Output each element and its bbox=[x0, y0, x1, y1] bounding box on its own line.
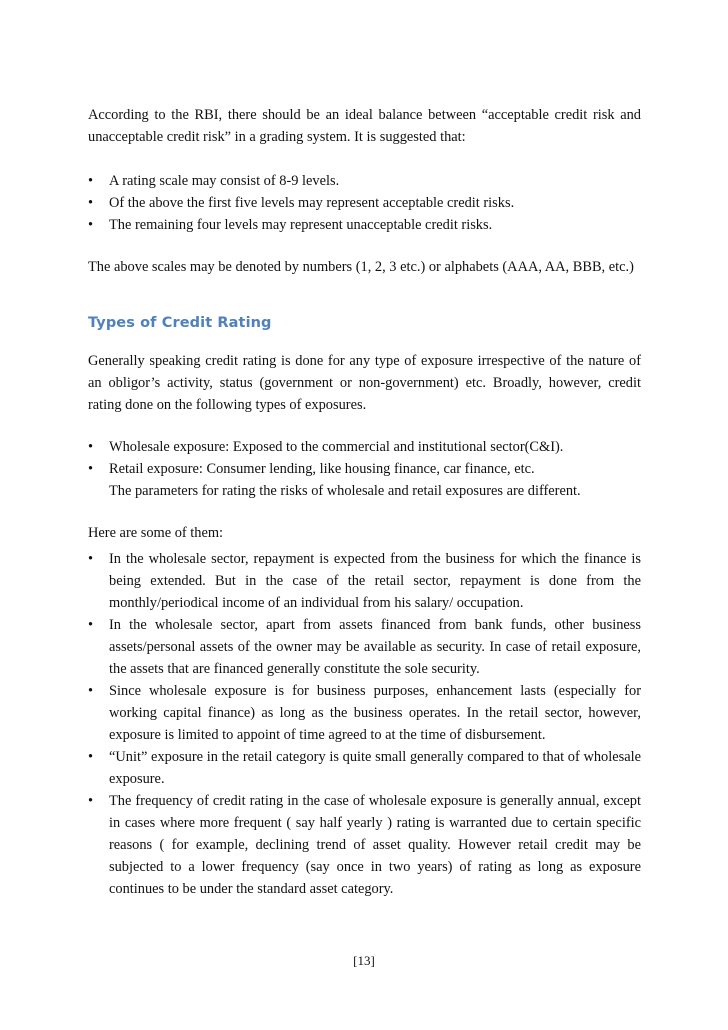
bullet-icon: • bbox=[88, 749, 94, 765]
list-item-text: The remaining four levels may represent unacceptable credit risks. bbox=[109, 217, 493, 233]
bullet-icon: • bbox=[88, 461, 94, 477]
bullet-icon: • bbox=[88, 195, 94, 211]
page-content bbox=[88, 104, 641, 900]
list-item bbox=[88, 680, 641, 746]
list-item-text: Of the above the first five levels may represent acceptable credit risks. bbox=[109, 195, 515, 211]
bullet-icon: • bbox=[88, 217, 94, 233]
bullet-icon: • bbox=[88, 793, 94, 809]
bullet-icon: • bbox=[88, 551, 94, 567]
bullet-icon: • bbox=[88, 683, 94, 699]
list-item bbox=[88, 548, 641, 614]
list-item bbox=[88, 614, 641, 680]
list-item bbox=[88, 192, 641, 214]
list-item bbox=[88, 436, 641, 458]
list-item-text: Wholesale exposure: Exposed to the commercial and institutional sector(C&I). bbox=[109, 439, 564, 455]
list-item bbox=[88, 170, 641, 192]
section-heading: Types of Credit Rating bbox=[88, 315, 272, 331]
bullet-icon: • bbox=[88, 439, 94, 455]
list-item-text: The frequency of credit rating in the case of wholesale exposure is generally annual, except in cases where more frequent ( say half yearly ) rating is warranted due to certain specific reasons ( for example, declining trend of asset quality. However retail credit may be subjected to a lower frequency (say once in two years) of rating as long as exposure continues to be under the standard asset category. bbox=[109, 793, 641, 897]
list-item-text: In the wholesale sector, apart from assets financed from bank funds, other business assets/personal assets of the owner may be available as security. In case of retail exposure, the assets that are financed generally constitute the sole security. bbox=[109, 617, 641, 677]
list-item bbox=[88, 458, 641, 480]
list-item-text: Retail exposure: Consumer lending, like housing finance, car finance, etc. bbox=[109, 461, 535, 477]
bullet-icon: • bbox=[88, 617, 94, 633]
scales-note-paragraph: The above scales may be denoted by numbers (1, 2, 3 etc.) or alphabets (AAA, AA, BBB, etc.) bbox=[88, 259, 634, 275]
bullet-icon: • bbox=[88, 173, 94, 189]
list-item-text: Since wholesale exposure is for business purposes, enhancement lasts (especially for working capital finance) as long as the business operates. In the retail sector, however, exposure is limited to appoint of time agreed to at the time of disbursement. bbox=[109, 683, 641, 743]
list-item-text: “Unit” exposure in the retail category is quite small generally compared to that of wholesale exposure. bbox=[109, 749, 641, 787]
list-item bbox=[88, 790, 641, 900]
difference-bullet-list bbox=[88, 548, 641, 900]
list-item-text: A rating scale may consist of 8-9 levels. bbox=[109, 173, 340, 189]
type-bullet-list bbox=[88, 436, 641, 480]
types-intro-paragraph: Generally speaking credit rating is done for any type of exposure irrespective of the nature of an obligor’s activity, status (government or non-government) etc. Broadly, however, credit rating done on the following types of exposures. bbox=[88, 353, 641, 413]
type-continuation-text: The parameters for rating the risks of wholesale and retail exposures are different. bbox=[109, 483, 581, 499]
page-number: [13] bbox=[353, 953, 375, 968]
list-item-text: In the wholesale sector, repayment is expected from the business for which the finance is being extended. But in the case of the retail sector, repayment is done from the monthly/periodical income of an individual from his salary/ occupation. bbox=[109, 551, 641, 611]
list-item bbox=[88, 746, 641, 790]
some-of-them-label: Here are some of them: bbox=[88, 525, 224, 541]
list-item bbox=[88, 214, 641, 236]
intro-paragraph: According to the RBI, there should be an ideal balance between “acceptable credit risk and unacceptable credit risk” in a grading system. It is suggested that: bbox=[88, 107, 641, 145]
scale-bullet-list bbox=[88, 170, 641, 236]
